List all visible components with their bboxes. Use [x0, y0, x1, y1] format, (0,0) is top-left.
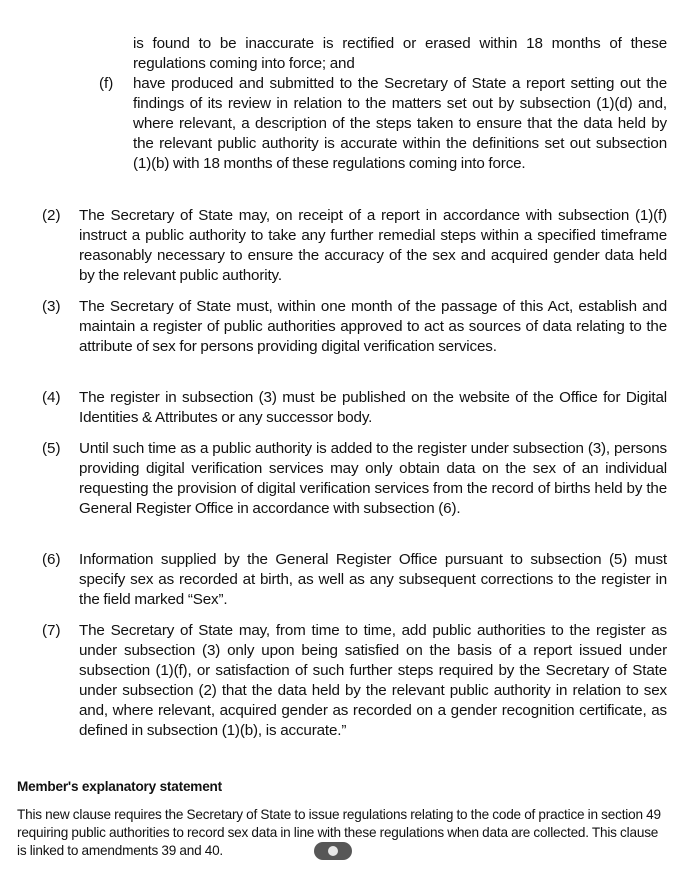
subsection-4-number: (4)	[42, 389, 61, 406]
continuation-paragraph: is found to be inaccurate is rectified or erased within 18 months of these regulations coming into force; and	[133, 35, 667, 72]
subsection-2-text: The Secretary of State may, on receipt of a report in accordance with subsection (1)(f) instruct a public authority to take any further remedial steps within a specified timeframe reasonably necessary to ensure the accuracy of the sex and acquired gender data held by the relevant public authority.	[79, 207, 667, 284]
page-indicator-icon[interactable]	[314, 842, 352, 860]
subsection-4-text: The register in subsection (3) must be published on the website of the Office for Digital Identities & Attributes or any successor body.	[79, 389, 667, 426]
subsection-5-number: (5)	[42, 440, 61, 457]
subsection-5-text: Until such time as a public authority is added to the register under subsection (3), persons providing digital verification services may only obtain data on the sex of an individual requesting the provision of digital verification services from the record of births held by the General Register Office in accordance with subsection (6).	[79, 440, 667, 517]
subsection-6-text: Information supplied by the General Register Office pursuant to subsection (5) must specify sex as recorded at birth, as well as any subsequent corrections to the register in the field marked “Sex”.	[79, 551, 667, 608]
item-f-label: (f)	[99, 75, 114, 92]
subsection-7-text: The Secretary of State may, from time to time, add public authorities to the register as under subsection (3) only upon being satisfied on the basis of a report issued under subsection (1)(f), or satisfaction of such further steps required by the Secretary of State under subsection (2) that the data held by the relevant public authority in relation to sex and, where relevant, acquired gender as recorded on a gender recognition certificate, as defined in subsection (1)(b), is accurate.”	[79, 622, 667, 739]
explanatory-statement-text: This new clause requires the Secretary of State to issue regulations relating to the code of practice in section 49 requiring public authorities to record sex data in line with these regulations when data are collected. This clause is linked to amendments 39 and 40.	[17, 807, 661, 858]
subsection-3-number: (3)	[42, 298, 61, 315]
subsection-3-text: The Secretary of State must, within one month of the passage of this Act, establish and maintain a register of public authorities approved to act as sources of data relating to the attribute of sex for persons providing digital verification services.	[79, 298, 667, 355]
explanatory-statement-heading: Member's explanatory statement	[17, 779, 222, 794]
subsection-7-number: (7)	[42, 622, 61, 639]
subsection-6-number: (6)	[42, 551, 61, 568]
subsection-2-number: (2)	[42, 207, 61, 224]
item-f-text: have produced and submitted to the Secretary of State a report setting out the findings of its review in relation to the matters set out by subsection (1)(d) and, where relevant, a description of the steps taken to ensure that the data held by the relevant public authority is accurate within the definitions set out subsection (1)(b) with 18 months of these regulations coming into force.	[133, 75, 667, 172]
